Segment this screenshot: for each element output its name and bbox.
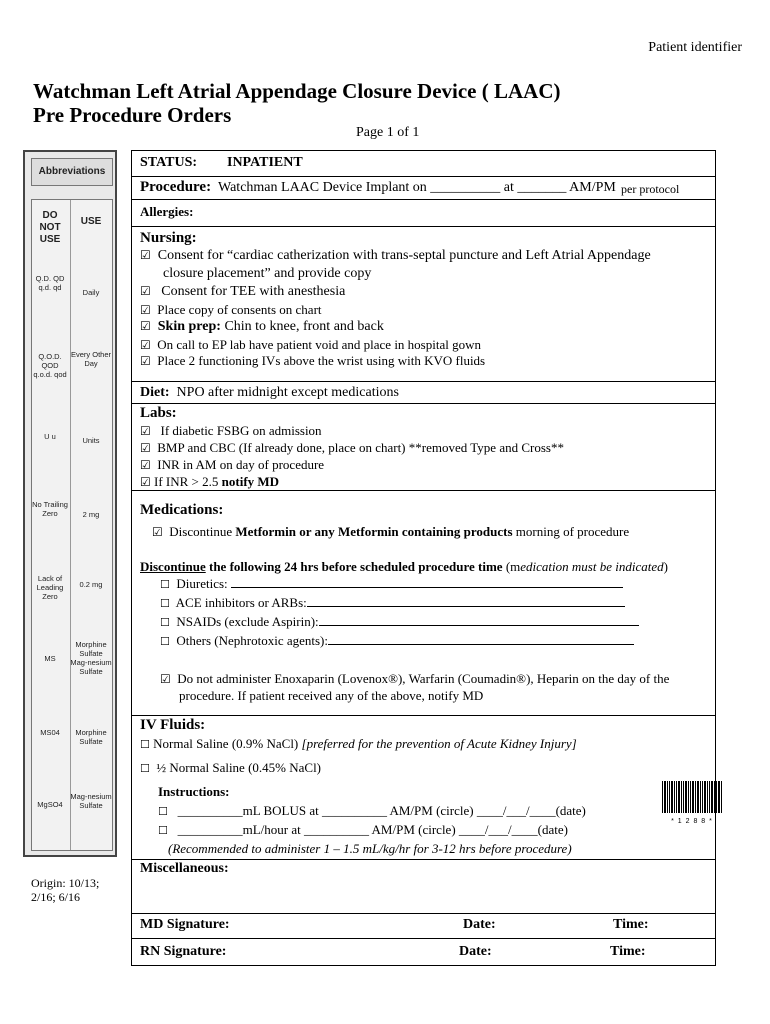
empty-box-icon[interactable]: ☐: [140, 738, 150, 751]
abbr-use: Daily: [82, 288, 100, 297]
checked-box-icon[interactable]: ☑: [140, 338, 151, 352]
empty-box-icon[interactable]: ☐: [158, 824, 168, 837]
page-subtitle: Pre Procedure Orders: [33, 103, 232, 127]
hourly-row: ☐ __________mL/hour at __________ AM/PM (circle) ____/___/____(date): [158, 822, 568, 837]
med-option: ☐ NSAIDs (exclude Aspirin):: [160, 614, 639, 630]
checked-box-icon[interactable]: ☑: [140, 284, 151, 298]
labs-item: ☑ INR in AM on day of procedure: [140, 457, 325, 472]
abbr-col-do-not-use: DO NOT USE: [39, 210, 61, 245]
diuretics-field[interactable]: [231, 587, 623, 588]
abbr-dont: MS04: [40, 728, 60, 737]
abbr-dont: Q.D. QD q.d. qd: [35, 274, 65, 292]
normal-saline-row: ☐ Normal Saline (0.9% NaCl) [preferred for the prevention of Acute Kidney Injury]: [140, 736, 577, 751]
med-option: ☐ ACE inhibitors or ARBs:: [160, 595, 625, 611]
empty-box-icon[interactable]: ☐: [158, 805, 168, 818]
abbr-use: Every Other Day: [70, 350, 111, 368]
discontinue-heading: Discontinue the following 24 hrs before scheduled procedure time (medication must be indicated): [140, 559, 668, 574]
medications-label: Medications:: [140, 502, 224, 518]
rn-time-label[interactable]: Time:: [610, 944, 646, 959]
metformin-row: ☑ Discontinue Metformin or any Metformin containing products morning of procedure: [152, 524, 630, 539]
abbr-col-use: USE: [80, 216, 102, 227]
nursing-item: closure placement” and provide copy: [163, 266, 372, 281]
checked-box-icon[interactable]: ☑: [140, 319, 151, 333]
divider: [132, 859, 715, 860]
divider: [132, 176, 715, 177]
checked-box-icon[interactable]: ☑: [140, 458, 151, 472]
labs-label: Labs:: [140, 405, 177, 421]
page-title: Watchman Left Atrial Appendage Closure Device ( LAAC): [33, 79, 561, 103]
nursing-item: ☑ Place 2 functioning IVs above the wrist using with KVO fluids: [140, 353, 486, 368]
nursing-label: Nursing:: [140, 230, 197, 246]
empty-box-icon[interactable]: ☐: [160, 578, 170, 591]
divider: [132, 913, 715, 914]
barcode-text: * 1 2 8 8 *: [671, 818, 713, 825]
divider: [132, 938, 715, 939]
checked-box-icon[interactable]: ☑: [140, 475, 151, 489]
nursing-item: ☑ On call to EP lab have patient void and place in hospital gown: [140, 337, 481, 352]
abbreviations-panel: [23, 150, 117, 857]
ace-arbs-field[interactable]: [307, 606, 625, 607]
orders-form: [131, 150, 716, 966]
empty-box-icon[interactable]: ☐: [140, 762, 150, 775]
procedure-suffix: per protocol: [621, 182, 680, 196]
labs-item: ☑ If diabetic FSBG on admission: [140, 423, 322, 438]
status-label: STATUS:: [140, 155, 198, 170]
divider: [132, 199, 715, 200]
md-date-label[interactable]: Date:: [463, 917, 496, 932]
divider: [132, 715, 715, 716]
nursing-item: ☑ Consent for “cardiac catherization with trans-septal puncture and Left Atrial Appendage: [140, 248, 651, 263]
nursing-item: ☑ Place copy of consents on chart: [140, 302, 322, 317]
abbreviations-title: Abbreviations: [31, 158, 113, 186]
abbreviations-divider: [70, 200, 71, 850]
abbr-use: Mag-nesium Sulfate: [70, 792, 112, 810]
med-option: ☐ Others (Nephrotoxic agents):: [160, 633, 634, 649]
checked-box-icon[interactable]: ☑: [140, 441, 151, 455]
anticoag-row-cont: procedure. If patient received any of the above, notify MD: [179, 688, 484, 703]
divider: [132, 381, 715, 382]
rn-date-label[interactable]: Date:: [459, 944, 492, 959]
abbreviations-table: [31, 199, 113, 851]
labs-item: ☑ If INR > 2.5 notify MD: [140, 474, 280, 489]
abbr-use: 0.2 mg: [79, 580, 103, 589]
abbr-dont: Q.O.D. QOD q.o.d. qod: [33, 352, 67, 379]
barcode: [662, 781, 722, 825]
abbr-dont: U u: [44, 432, 56, 441]
instructions-label: Instructions:: [158, 784, 230, 799]
rn-signature-label[interactable]: RN Signature:: [140, 944, 227, 959]
origin-note: Origin: 10/13; 2/16; 6/16: [31, 876, 100, 904]
checked-box-icon[interactable]: ☑: [152, 525, 163, 539]
abbr-use: Units: [82, 436, 100, 445]
checked-box-icon[interactable]: ☑: [160, 672, 171, 686]
recommend-note: (Recommended to administer 1 – 1.5 mL/kg/hr for 3-12 hrs before procedure): [168, 841, 572, 856]
nursing-item: ☑ Skin prep: Chin to knee, front and back: [140, 319, 384, 334]
procedure-text: Watchman LAAC Device Implant on __________ at _______ AM/PM: [218, 180, 616, 195]
nephrotoxic-field[interactable]: [328, 644, 634, 645]
empty-box-icon[interactable]: ☐: [160, 616, 170, 629]
iv-fluids-label: IV Fluids:: [140, 717, 206, 733]
med-option: ☐ Diuretics:: [160, 576, 623, 592]
abbr-use: Morphine Sulfate: [75, 728, 107, 746]
abbr-dont: Lack of Leading Zero: [36, 574, 64, 601]
checked-box-icon[interactable]: ☑: [140, 303, 151, 317]
abbr-use: 2 mg: [82, 510, 100, 519]
nursing-item: ☑ Consent for TEE with anesthesia: [140, 284, 346, 299]
patient-identifier: Patient identifier: [648, 40, 742, 55]
empty-box-icon[interactable]: ☐: [160, 597, 170, 610]
barcode-icon: [662, 781, 722, 813]
anticoag-row: ☑ Do not administer Enoxaparin (Lovenox®), Warfarin (Coumadin®), Heparin on the day of the: [160, 671, 670, 686]
procedure-label: Procedure:: [140, 179, 212, 195]
half-saline-row: ☐ ½ Normal Saline (0.45% NaCl): [140, 760, 322, 775]
md-signature-label[interactable]: MD Signature:: [140, 917, 230, 932]
diet-row: Diet: NPO after midnight except medications: [140, 385, 399, 400]
allergies-label: Allergies:: [140, 204, 194, 219]
abbr-dont: MgSO4: [37, 800, 63, 809]
abbr-dont: No Trailing Zero: [32, 500, 68, 518]
abbr-dont: MS: [44, 654, 56, 663]
labs-item: ☑ BMP and CBC (If already done, place on chart) **removed Type and Cross**: [140, 440, 564, 455]
misc-label: Miscellaneous:: [140, 861, 229, 876]
md-time-label[interactable]: Time:: [613, 917, 649, 932]
bolus-row: ☐ __________mL BOLUS at __________ AM/PM (circle) ____/___/____(date): [158, 803, 586, 818]
checked-box-icon[interactable]: ☑: [140, 424, 151, 438]
divider: [132, 490, 715, 491]
empty-box-icon[interactable]: ☐: [160, 635, 170, 648]
nsaids-field[interactable]: [319, 625, 639, 626]
abbr-use: Morphine Sulfate Mag-nesium Sulfate: [70, 640, 112, 676]
status-value: INPATIENT: [227, 155, 303, 170]
page-number: Page 1 of 1: [356, 125, 420, 140]
checked-box-icon[interactable]: ☑: [140, 248, 151, 262]
divider: [132, 226, 715, 227]
checked-box-icon[interactable]: ☑: [140, 354, 151, 368]
divider: [132, 403, 715, 404]
